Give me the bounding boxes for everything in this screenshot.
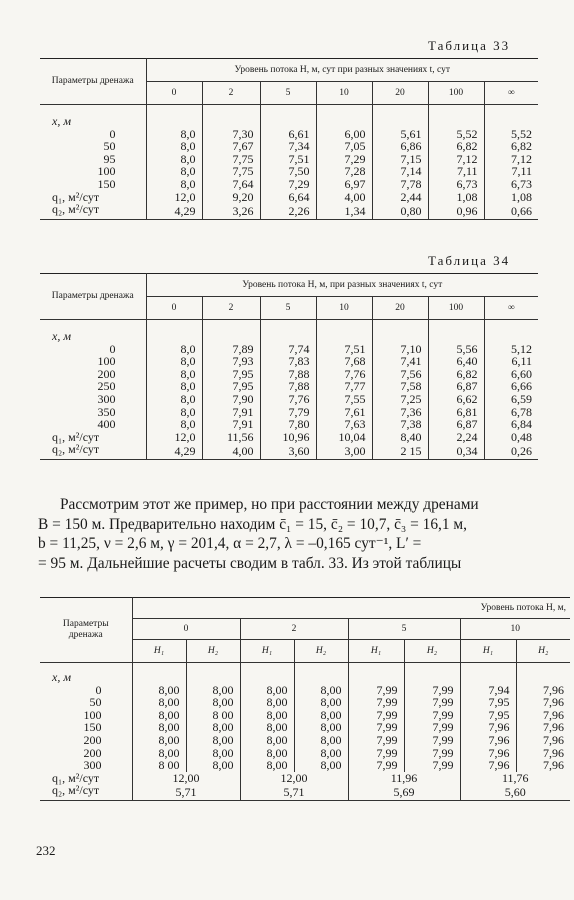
table-cell: 7,55 xyxy=(316,393,372,406)
empty-cell xyxy=(348,663,404,684)
table-cell: 7,99 xyxy=(404,696,460,709)
empty-cell xyxy=(260,320,316,343)
x-value: 50 xyxy=(103,139,116,154)
x-value: 0 xyxy=(109,341,116,356)
table-cell: 8,0 xyxy=(146,355,202,368)
table-cell: 8,0 xyxy=(146,380,202,393)
table-cell: 7,10 xyxy=(372,343,428,356)
table-cell: 7,99 xyxy=(404,684,460,697)
table-cell: 6,73 xyxy=(428,178,484,191)
table-cell: 12,00 xyxy=(240,772,348,785)
table-cell: 11,76 xyxy=(460,772,570,785)
table-cell: 2,26 xyxy=(260,203,316,219)
empty-cell xyxy=(202,320,260,343)
q-label: q₂, м²/сут xyxy=(52,202,100,217)
table-cell: 10,96 xyxy=(260,431,316,444)
table-cell: 7,12 xyxy=(484,153,538,166)
table-cell: 6,84 xyxy=(484,418,538,431)
empty-cell xyxy=(294,663,348,684)
table-row xyxy=(40,355,538,368)
t-value-header: 0 xyxy=(132,619,240,640)
table-cell: 3,26 xyxy=(202,203,260,219)
table-cell: 6,00 xyxy=(316,128,372,141)
table-cell: 2 15 xyxy=(372,443,428,459)
x-value: 0 xyxy=(109,126,116,141)
x-value: 300 xyxy=(83,758,102,773)
table-cell: 8,00 xyxy=(240,696,294,709)
table-cell: 3,00 xyxy=(316,443,372,459)
table-cell: 7,11 xyxy=(428,165,484,178)
q-row xyxy=(40,203,538,219)
table-cell: 8,0 xyxy=(146,128,202,141)
table-cell: 3,60 xyxy=(260,443,316,459)
table-33 xyxy=(40,58,538,220)
h2-header: H₂ xyxy=(186,640,240,663)
x-value: 100 xyxy=(97,164,116,179)
x-label: x, м xyxy=(52,670,71,684)
table-cell: 8,00 xyxy=(186,734,240,747)
t-value-header: 100 xyxy=(428,297,484,320)
table-cell: 8,0 xyxy=(146,153,202,166)
table-cell: 7,51 xyxy=(316,343,372,356)
empty-cell xyxy=(146,105,202,128)
table-row xyxy=(40,734,570,747)
table-cell: 7,99 xyxy=(348,734,404,747)
table-cell: 7,29 xyxy=(316,153,372,166)
t-value-header: 5 xyxy=(260,82,316,105)
t-value-header: 10 xyxy=(316,82,372,105)
table-cell: 7,96 xyxy=(516,759,570,772)
table-cell: 4,00 xyxy=(316,191,372,204)
q-label: q₁, м²/сут xyxy=(52,189,100,204)
table-cell: 8,00 xyxy=(294,696,348,709)
table-cell: 8,00 xyxy=(240,684,294,697)
table-cell: 9,20 xyxy=(202,191,260,204)
table-cell: 6,60 xyxy=(484,368,538,381)
table-cell: 2,24 xyxy=(428,431,484,444)
table-cell: 7,12 xyxy=(428,153,484,166)
table-cell: 1,08 xyxy=(484,191,538,204)
table-row xyxy=(40,696,570,709)
t-value-header: 2 xyxy=(202,297,260,320)
h1-header: H₁ xyxy=(460,640,516,663)
table-cell: 7,11 xyxy=(484,165,538,178)
table-cell: 8,00 xyxy=(186,684,240,697)
level-header: Уровень потока H, м, при разных значениях t, сут xyxy=(146,274,538,297)
empty-cell xyxy=(516,663,570,684)
table-row xyxy=(40,759,570,772)
table-cell: 7,36 xyxy=(372,406,428,419)
table-cell: 7,95 xyxy=(460,709,516,722)
table-cell: 0,48 xyxy=(484,431,538,444)
table-cell: 4,29 xyxy=(146,203,202,219)
table-cell: 6,82 xyxy=(484,140,538,153)
table-cell: 1,34 xyxy=(316,203,372,219)
table-cell: 7,99 xyxy=(404,721,460,734)
table-cell: 7,91 xyxy=(202,418,260,431)
table-cell: 6,62 xyxy=(428,393,484,406)
table-cell: 7,96 xyxy=(516,721,570,734)
empty-cell xyxy=(484,320,538,343)
paragraph-line: = 95 м. Дальнейшие расчеты сводим в табл. 33. Из этой таблицы xyxy=(38,554,462,572)
table-cell: 7,79 xyxy=(260,406,316,419)
h1-header: H₁ xyxy=(240,640,294,663)
h1-header: H₁ xyxy=(132,640,186,663)
table-cell: 7,96 xyxy=(460,721,516,734)
table-cell: 5,60 xyxy=(460,784,570,800)
table-cell: 8,00 xyxy=(240,759,294,772)
x-value: 0 xyxy=(95,682,102,697)
t-value-header: 10 xyxy=(316,297,372,320)
x-value: 50 xyxy=(89,695,102,710)
table-33-caption: Таблица 33 xyxy=(428,38,511,53)
table-cell: 7,30 xyxy=(202,128,260,141)
table-cell: 6,11 xyxy=(484,355,538,368)
table-cell: 12,0 xyxy=(146,431,202,444)
empty-cell xyxy=(404,663,460,684)
table-cell: 7,80 xyxy=(260,418,316,431)
table-cell: 7,99 xyxy=(348,684,404,697)
table-cell: 7,61 xyxy=(316,406,372,419)
table-cell: 2,44 xyxy=(372,191,428,204)
table-cell: 0,66 xyxy=(484,203,538,219)
t-value-header: 10 xyxy=(460,619,570,640)
table-cell: 6,61 xyxy=(260,128,316,141)
table-cell: 7,99 xyxy=(348,747,404,760)
table-cell: 7,67 xyxy=(202,140,260,153)
paragraph-line: b = 11,25, ν = 2,6 м, γ = 201,4, α = 2,7, λ = –0,165 сут⁻¹, L′ = xyxy=(38,535,422,553)
q-row xyxy=(40,191,538,204)
table-cell: 8,00 xyxy=(294,759,348,772)
table-cell: 7,99 xyxy=(404,709,460,722)
table-cell: 6,82 xyxy=(428,368,484,381)
table-cell: 11,96 xyxy=(348,772,460,785)
q-label: q₁, м²/сут xyxy=(52,770,100,785)
empty-cell xyxy=(132,663,186,684)
t-value-header: 2 xyxy=(202,82,260,105)
x-label-row xyxy=(40,105,538,128)
level-header: Уровень потока H, м, xyxy=(132,598,570,619)
table-cell: 7,99 xyxy=(348,709,404,722)
q-row xyxy=(40,784,570,800)
q-row xyxy=(40,772,570,785)
table-cell: 7,15 xyxy=(372,153,428,166)
table-cell: 8 00 xyxy=(132,759,186,772)
table-cell: 5,69 xyxy=(348,784,460,800)
table-cell: 0,96 xyxy=(428,203,484,219)
x-value: 200 xyxy=(83,745,102,760)
empty-cell xyxy=(202,105,260,128)
table-cell: 8,00 xyxy=(294,684,348,697)
table-cell: 5,52 xyxy=(428,128,484,141)
table-cell: 7,63 xyxy=(316,418,372,431)
empty-cell xyxy=(240,663,294,684)
empty-cell xyxy=(428,320,484,343)
table-cell: 6,81 xyxy=(428,406,484,419)
table-cell: 7,34 xyxy=(260,140,316,153)
t-value-header: 2 xyxy=(240,619,348,640)
paragraph-line: Рассмотрим этот же пример, но при расстоянии между дренами xyxy=(60,496,479,513)
table-cell: 7,51 xyxy=(260,153,316,166)
t-value-header: 0 xyxy=(146,82,202,105)
table-cell: 0,34 xyxy=(428,443,484,459)
table-cell: 6,87 xyxy=(428,418,484,431)
table-cell: 7,88 xyxy=(260,368,316,381)
q-row xyxy=(40,431,538,444)
table-cell: 7,38 xyxy=(372,418,428,431)
table-cell: 4,29 xyxy=(146,443,202,459)
empty-cell xyxy=(372,320,428,343)
x-value: 150 xyxy=(83,720,102,735)
table-cell: 0,80 xyxy=(372,203,428,219)
h2-header: H₂ xyxy=(516,640,570,663)
empty-cell xyxy=(372,105,428,128)
table-cell: 12,00 xyxy=(132,772,240,785)
q-row xyxy=(40,443,538,459)
table-row xyxy=(40,178,538,191)
table-34 xyxy=(40,273,538,460)
table-cell: 7,76 xyxy=(260,393,316,406)
table-cell: 8,00 xyxy=(132,721,186,734)
table-cell: 8,00 xyxy=(294,709,348,722)
table-row xyxy=(40,418,538,431)
table-cell: 7,95 xyxy=(460,696,516,709)
table-cell: 8,0 xyxy=(146,418,202,431)
x-value: 300 xyxy=(97,391,116,406)
table-cell: 8,00 xyxy=(240,709,294,722)
empty-cell xyxy=(428,105,484,128)
table-cell: 6,86 xyxy=(372,140,428,153)
empty-cell xyxy=(186,663,240,684)
table-cell: 12,0 xyxy=(146,191,202,204)
x-value: 400 xyxy=(97,417,116,432)
table-cell: 7,77 xyxy=(316,380,372,393)
table-cell: 7,99 xyxy=(348,696,404,709)
empty-cell xyxy=(316,105,372,128)
x-value: 350 xyxy=(97,404,116,419)
table-cell: 0,26 xyxy=(484,443,538,459)
table-cell: 8,0 xyxy=(146,393,202,406)
table-cell: 8,00 xyxy=(294,747,348,760)
t-value-header: 20 xyxy=(372,82,428,105)
table-cell: 8,00 xyxy=(132,684,186,697)
table-cell: 6,64 xyxy=(260,191,316,204)
table-cell: 8,00 xyxy=(132,709,186,722)
body-paragraph xyxy=(38,495,538,573)
table-cell: 7,96 xyxy=(460,747,516,760)
table-row xyxy=(40,140,538,153)
t-value-header: 0 xyxy=(146,297,202,320)
table-cell: 7,56 xyxy=(372,368,428,381)
table-cell: 8,40 xyxy=(372,431,428,444)
x-value: 200 xyxy=(83,732,102,747)
table-cell: 7,68 xyxy=(316,355,372,368)
table-cell: 7,25 xyxy=(372,393,428,406)
table-cell: 7,94 xyxy=(460,684,516,697)
table-cell: 7,78 xyxy=(372,178,428,191)
x-value: 250 xyxy=(97,379,116,394)
page-number: 232 xyxy=(36,843,56,858)
table-cell: 8,00 xyxy=(240,747,294,760)
table-cell: 8,00 xyxy=(294,734,348,747)
table-cell: 7,95 xyxy=(202,368,260,381)
level-header: Уровень потока H, м, сут при разных значениях t, сут xyxy=(146,59,538,82)
table-cell: 7,41 xyxy=(372,355,428,368)
table-cell: 5,71 xyxy=(240,784,348,800)
table-cell: 7,88 xyxy=(260,380,316,393)
table-cell: 8 00 xyxy=(186,709,240,722)
table-cell: 7,64 xyxy=(202,178,260,191)
table-cell: 8,00 xyxy=(240,734,294,747)
table-cell: 6,40 xyxy=(428,355,484,368)
table-cell: 7,96 xyxy=(516,747,570,760)
x-label-row xyxy=(40,320,538,343)
h2-header: H₂ xyxy=(404,640,460,663)
x-value: 150 xyxy=(97,176,116,191)
x-label: x, м xyxy=(52,114,71,128)
table-cell: 7,29 xyxy=(260,178,316,191)
table-cell: 7,99 xyxy=(348,721,404,734)
param-header: Параметры дренажа xyxy=(40,274,146,320)
x-value: 100 xyxy=(97,354,116,369)
table-cell: 7,28 xyxy=(316,165,372,178)
table-cell: 6,59 xyxy=(484,393,538,406)
table-cell: 7,99 xyxy=(404,759,460,772)
table-cell: 8,00 xyxy=(132,696,186,709)
table-cell: 7,99 xyxy=(348,759,404,772)
t-value-header: 5 xyxy=(348,619,460,640)
table-cell: 1,08 xyxy=(428,191,484,204)
t-value-header: 5 xyxy=(260,297,316,320)
q-label: q₁, м²/сут xyxy=(52,429,100,444)
q-label: q₂, м²/сут xyxy=(52,442,100,457)
table-cell: 8,00 xyxy=(186,721,240,734)
table-cell: 5,61 xyxy=(372,128,428,141)
x-value: 100 xyxy=(83,707,102,722)
table-cell: 8,0 xyxy=(146,406,202,419)
table-cell: 8,0 xyxy=(146,368,202,381)
table-cell: 7,75 xyxy=(202,153,260,166)
table-cell: 7,93 xyxy=(202,355,260,368)
table-cell: 4,00 xyxy=(202,443,260,459)
paragraph-line: B = 150 м. Предварительно находим c̄₁ = 15, c̄₂ = 10,7, c̄₃ = 16,1 м, xyxy=(38,515,468,533)
q-label: q₂, м²/сут xyxy=(52,783,100,798)
table-cell: 7,96 xyxy=(460,759,516,772)
table-cell: 8,0 xyxy=(146,165,202,178)
x-value: 200 xyxy=(97,366,116,381)
t-value-header: ∞ xyxy=(484,297,538,320)
param-header: Параметры дренажа xyxy=(40,598,132,663)
empty-cell xyxy=(484,105,538,128)
table-cell: 7,05 xyxy=(316,140,372,153)
table-cell: 7,96 xyxy=(460,734,516,747)
table-cell: 5,71 xyxy=(132,784,240,800)
table-cell: 6,82 xyxy=(428,140,484,153)
table-cell: 7,95 xyxy=(202,380,260,393)
table-cell: 7,14 xyxy=(372,165,428,178)
table-cell: 8,00 xyxy=(186,759,240,772)
table-cell: 7,90 xyxy=(202,393,260,406)
table-cell: 10,04 xyxy=(316,431,372,444)
table-cell: 5,52 xyxy=(484,128,538,141)
table-cell: 7,75 xyxy=(202,165,260,178)
table-cell: 5,12 xyxy=(484,343,538,356)
x-label-row xyxy=(40,663,570,684)
table-cell: 7,96 xyxy=(516,696,570,709)
empty-cell xyxy=(260,105,316,128)
table-cell: 8,00 xyxy=(294,721,348,734)
table-cell: 5,56 xyxy=(428,343,484,356)
table-cell: 8,00 xyxy=(132,734,186,747)
table-row xyxy=(40,393,538,406)
table-cell: 8,0 xyxy=(146,178,202,191)
table-cell: 8,00 xyxy=(132,747,186,760)
table-cell: 7,96 xyxy=(516,709,570,722)
table-cell: 6,73 xyxy=(484,178,538,191)
table-cell: 6,66 xyxy=(484,380,538,393)
table-cell: 7,89 xyxy=(202,343,260,356)
x-value: 95 xyxy=(103,151,116,166)
table-cell: 7,99 xyxy=(404,747,460,760)
table-cell: 7,99 xyxy=(404,734,460,747)
empty-cell xyxy=(316,320,372,343)
table-cell: 6,97 xyxy=(316,178,372,191)
table-cell: 7,96 xyxy=(516,734,570,747)
table-cell: 6,78 xyxy=(484,406,538,419)
table-cell: 8,00 xyxy=(186,747,240,760)
h1-header: H₁ xyxy=(348,640,404,663)
table-cell: 7,91 xyxy=(202,406,260,419)
h2-header: H₂ xyxy=(294,640,348,663)
table-cell: 6,87 xyxy=(428,380,484,393)
table-cell: 8,0 xyxy=(146,140,202,153)
table-cell: 7,96 xyxy=(516,684,570,697)
x-label: x, м xyxy=(52,329,71,343)
table-cell: 8,00 xyxy=(186,696,240,709)
table-cell: 7,58 xyxy=(372,380,428,393)
table-cell: 8,00 xyxy=(240,721,294,734)
t-value-header: 100 xyxy=(428,82,484,105)
empty-cell xyxy=(460,663,516,684)
table-bottom xyxy=(40,597,570,801)
table-cell: 8,0 xyxy=(146,343,202,356)
table-cell: 7,74 xyxy=(260,343,316,356)
empty-cell xyxy=(146,320,202,343)
table-cell: 11,56 xyxy=(202,431,260,444)
table-34-caption: Таблица 34 xyxy=(428,253,511,268)
t-value-header: ∞ xyxy=(484,82,538,105)
table-cell: 7,83 xyxy=(260,355,316,368)
table-cell: 7,76 xyxy=(316,368,372,381)
param-header: Параметры дренажа xyxy=(40,59,146,105)
t-value-header: 20 xyxy=(372,297,428,320)
table-cell: 7,50 xyxy=(260,165,316,178)
